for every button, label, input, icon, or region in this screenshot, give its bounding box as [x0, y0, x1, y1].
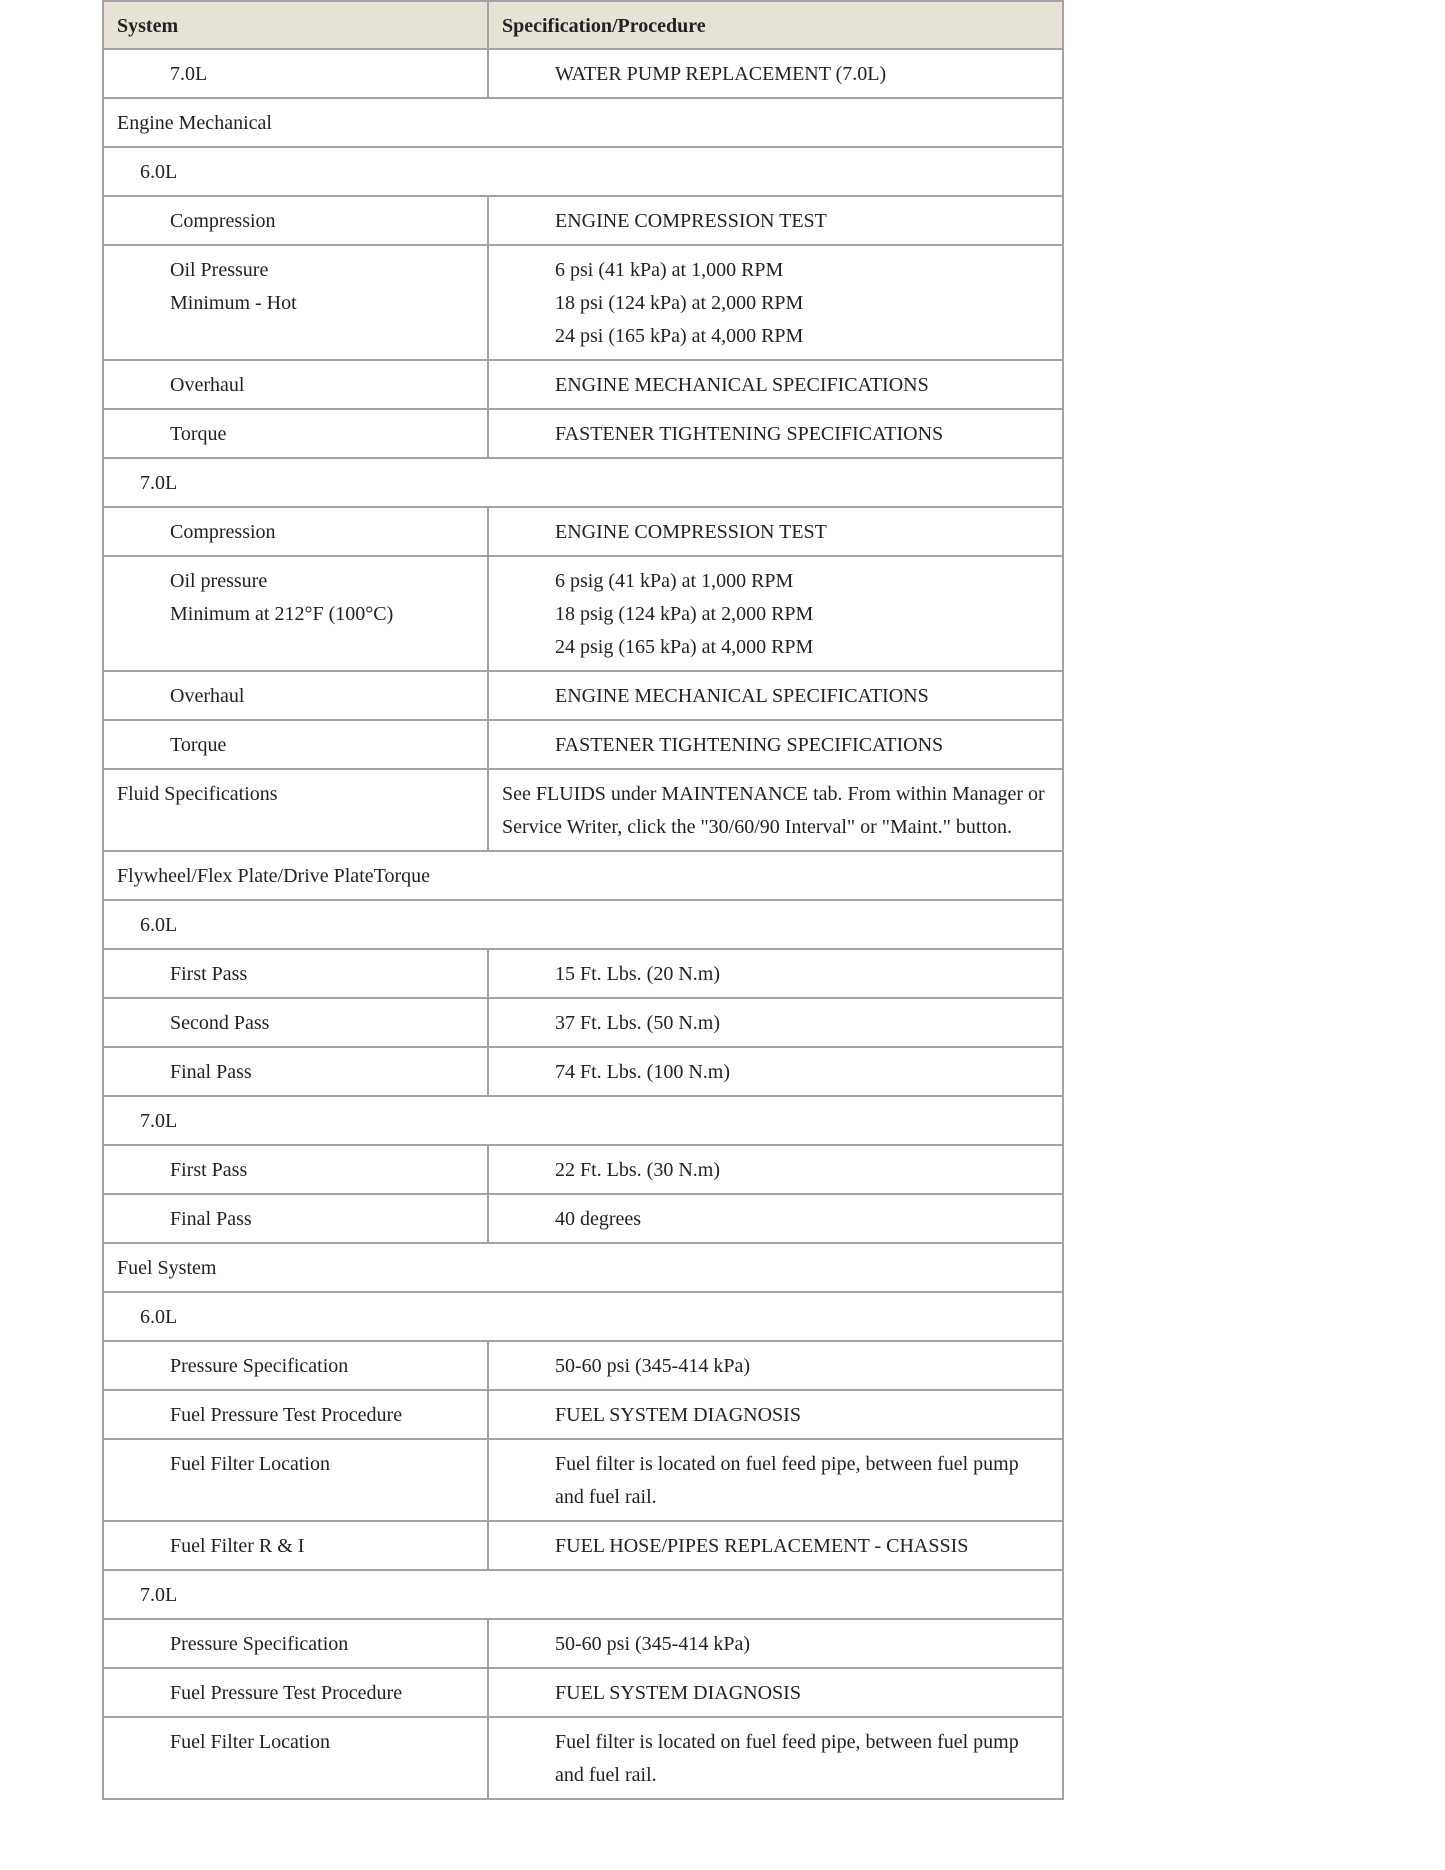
- system-text: Final Pass: [170, 1208, 252, 1230]
- table-row: [103, 1145, 1063, 1194]
- system-text: Minimum - Hot: [170, 292, 297, 314]
- specifications-table: [102, 0, 1064, 1800]
- specification-cell: [488, 409, 1063, 458]
- section-row: [103, 1243, 1063, 1292]
- table-row: [103, 671, 1063, 720]
- system-cell: [103, 1717, 488, 1799]
- table-row: [103, 1619, 1063, 1668]
- system-text: Compression: [170, 521, 276, 543]
- specification-text: 24 psi (165 kPa) at 4,000 RPM: [555, 325, 804, 347]
- table-header-row: [103, 1, 1063, 49]
- subsection-heading: 6.0L: [103, 1292, 1063, 1341]
- system-text: First Pass: [170, 963, 248, 985]
- specification-cell: [488, 556, 1063, 671]
- subsection-heading: 6.0L: [103, 900, 1063, 949]
- table-row: [103, 1521, 1063, 1570]
- specification-text: 15 Ft. Lbs. (20 N.m): [555, 963, 720, 985]
- system-text: Fuel Filter R & I: [170, 1535, 305, 1557]
- system-cell: [103, 556, 488, 671]
- system-cell: [103, 1047, 488, 1096]
- system-cell: [103, 409, 488, 458]
- table-row: [103, 1194, 1063, 1243]
- column-header-specification: Specification/Procedure: [488, 1, 1063, 49]
- system-cell: [103, 1619, 488, 1668]
- system-cell: [103, 769, 488, 851]
- specification-text: 40 degrees: [555, 1208, 642, 1230]
- table-row: [103, 1717, 1063, 1799]
- table-row: [103, 196, 1063, 245]
- section-heading: Fuel System: [103, 1243, 1063, 1292]
- table-row: [103, 1439, 1063, 1521]
- system-text: Torque: [170, 734, 227, 756]
- specification-text: 50-60 psi (345-414 kPa): [555, 1633, 750, 1655]
- section-row: [103, 458, 1063, 507]
- specification-cell: [488, 998, 1063, 1047]
- specification-text: 22 Ft. Lbs. (30 N.m): [555, 1159, 720, 1181]
- table-body: [103, 49, 1063, 1799]
- system-text: 7.0L: [170, 63, 208, 85]
- specification-text: 18 psi (124 kPa) at 2,000 RPM: [555, 292, 804, 314]
- system-text: Fuel Filter Location: [170, 1731, 330, 1753]
- table-row: [103, 998, 1063, 1047]
- specification-text: 37 Ft. Lbs. (50 N.m): [555, 1012, 720, 1034]
- system-cell: [103, 196, 488, 245]
- table-row: [103, 720, 1063, 769]
- table-row: [103, 1390, 1063, 1439]
- table-row: [103, 1341, 1063, 1390]
- subsection-heading: 7.0L: [103, 1096, 1063, 1145]
- table-row: [103, 1668, 1063, 1717]
- section-heading: Flywheel/Flex Plate/Drive PlateTorque: [103, 851, 1063, 900]
- system-cell: [103, 1668, 488, 1717]
- system-cell: [103, 507, 488, 556]
- system-text: Fluid Specifications: [117, 783, 278, 805]
- section-row: [103, 98, 1063, 147]
- table-row: [103, 360, 1063, 409]
- system-text: First Pass: [170, 1159, 248, 1181]
- specification-text: 50-60 psi (345-414 kPa): [555, 1355, 750, 1377]
- table-row: [103, 507, 1063, 556]
- system-text: Pressure Specification: [170, 1633, 349, 1655]
- system-cell: [103, 49, 488, 98]
- system-text: Fuel Filter Location: [170, 1453, 330, 1475]
- system-cell: [103, 1390, 488, 1439]
- specification-cell: [488, 1521, 1063, 1570]
- specification-text: See FLUIDS under MAINTENANCE tab. From within Manager or Service Writer, click the "30/60/90 Interval" or "Maint." button.: [502, 783, 1045, 838]
- table-row: [103, 49, 1063, 98]
- specification-text: 6 psig (41 kPa) at 1,000 RPM: [555, 570, 794, 592]
- table-row: [103, 949, 1063, 998]
- specification-cell: [488, 1194, 1063, 1243]
- specification-text: Fuel filter is located on fuel feed pipe, between fuel pump and fuel rail.: [555, 1453, 1019, 1508]
- specification-cell: [488, 245, 1063, 360]
- specification-cell: [488, 360, 1063, 409]
- specification-text: FUEL SYSTEM DIAGNOSIS: [555, 1404, 801, 1426]
- system-cell: [103, 720, 488, 769]
- subsection-heading: 7.0L: [103, 1570, 1063, 1619]
- table-row: [103, 1047, 1063, 1096]
- system-cell: [103, 1194, 488, 1243]
- specification-cell: [488, 1047, 1063, 1096]
- specification-text: ENGINE MECHANICAL SPECIFICATIONS: [555, 374, 929, 396]
- subsection-heading: 6.0L: [103, 147, 1063, 196]
- column-header-system: System: [103, 1, 488, 49]
- specification-cell: [488, 196, 1063, 245]
- system-cell: [103, 245, 488, 360]
- specification-cell: [488, 1439, 1063, 1521]
- table-row: [103, 556, 1063, 671]
- specification-text: ENGINE COMPRESSION TEST: [555, 210, 827, 232]
- system-cell: [103, 1145, 488, 1194]
- specification-cell: [488, 49, 1063, 98]
- specification-cell: [488, 1717, 1063, 1799]
- specification-text: WATER PUMP REPLACEMENT (7.0L): [555, 63, 887, 85]
- table-row: [103, 245, 1063, 360]
- system-text: Second Pass: [170, 1012, 270, 1034]
- specification-text: ENGINE MECHANICAL SPECIFICATIONS: [555, 685, 929, 707]
- system-text: Torque: [170, 423, 227, 445]
- specification-text: 18 psig (124 kPa) at 2,000 RPM: [555, 603, 814, 625]
- system-cell: [103, 1521, 488, 1570]
- system-text: Minimum at 212°F (100°C): [170, 603, 394, 625]
- specification-cell: [488, 1619, 1063, 1668]
- specification-text: FUEL SYSTEM DIAGNOSIS: [555, 1682, 801, 1704]
- section-row: [103, 1096, 1063, 1145]
- system-text: Overhaul: [170, 374, 245, 396]
- specification-text: FASTENER TIGHTENING SPECIFICATIONS: [555, 423, 944, 445]
- specification-text: 24 psig (165 kPa) at 4,000 RPM: [555, 636, 814, 658]
- system-cell: [103, 360, 488, 409]
- system-text: Pressure Specification: [170, 1355, 349, 1377]
- system-text: Oil Pressure: [170, 259, 269, 281]
- specification-text: 6 psi (41 kPa) at 1,000 RPM: [555, 259, 784, 281]
- section-row: [103, 147, 1063, 196]
- section-heading: Engine Mechanical: [103, 98, 1063, 147]
- system-cell: [103, 1341, 488, 1390]
- specification-cell: [488, 1145, 1063, 1194]
- system-text: Fuel Pressure Test Procedure: [170, 1404, 403, 1426]
- section-row: [103, 1570, 1063, 1619]
- specification-cell: [488, 1341, 1063, 1390]
- table-row: [103, 409, 1063, 458]
- section-row: [103, 851, 1063, 900]
- specification-cell: [488, 671, 1063, 720]
- system-cell: [103, 949, 488, 998]
- specification-cell: [488, 720, 1063, 769]
- system-cell: [103, 1439, 488, 1521]
- specification-text: FASTENER TIGHTENING SPECIFICATIONS: [555, 734, 944, 756]
- system-text: Fuel Pressure Test Procedure: [170, 1682, 403, 1704]
- table-row: [103, 769, 1063, 851]
- specification-text: FUEL HOSE/PIPES REPLACEMENT - CHASSIS: [555, 1535, 969, 1557]
- system-text: Oil pressure: [170, 570, 268, 592]
- specification-cell: [488, 949, 1063, 998]
- section-row: [103, 900, 1063, 949]
- system-text: Overhaul: [170, 685, 245, 707]
- system-text: Compression: [170, 210, 276, 232]
- specification-cell: [488, 1668, 1063, 1717]
- system-cell: [103, 998, 488, 1047]
- specification-cell: [488, 1390, 1063, 1439]
- subsection-heading: 7.0L: [103, 458, 1063, 507]
- specification-cell: [488, 769, 1063, 851]
- specification-cell: [488, 507, 1063, 556]
- system-cell: [103, 671, 488, 720]
- specification-text: Fuel filter is located on fuel feed pipe, between fuel pump and fuel rail.: [555, 1731, 1019, 1786]
- specification-text: 74 Ft. Lbs. (100 N.m): [555, 1061, 730, 1083]
- specification-text: ENGINE COMPRESSION TEST: [555, 521, 827, 543]
- system-text: Final Pass: [170, 1061, 252, 1083]
- section-row: [103, 1292, 1063, 1341]
